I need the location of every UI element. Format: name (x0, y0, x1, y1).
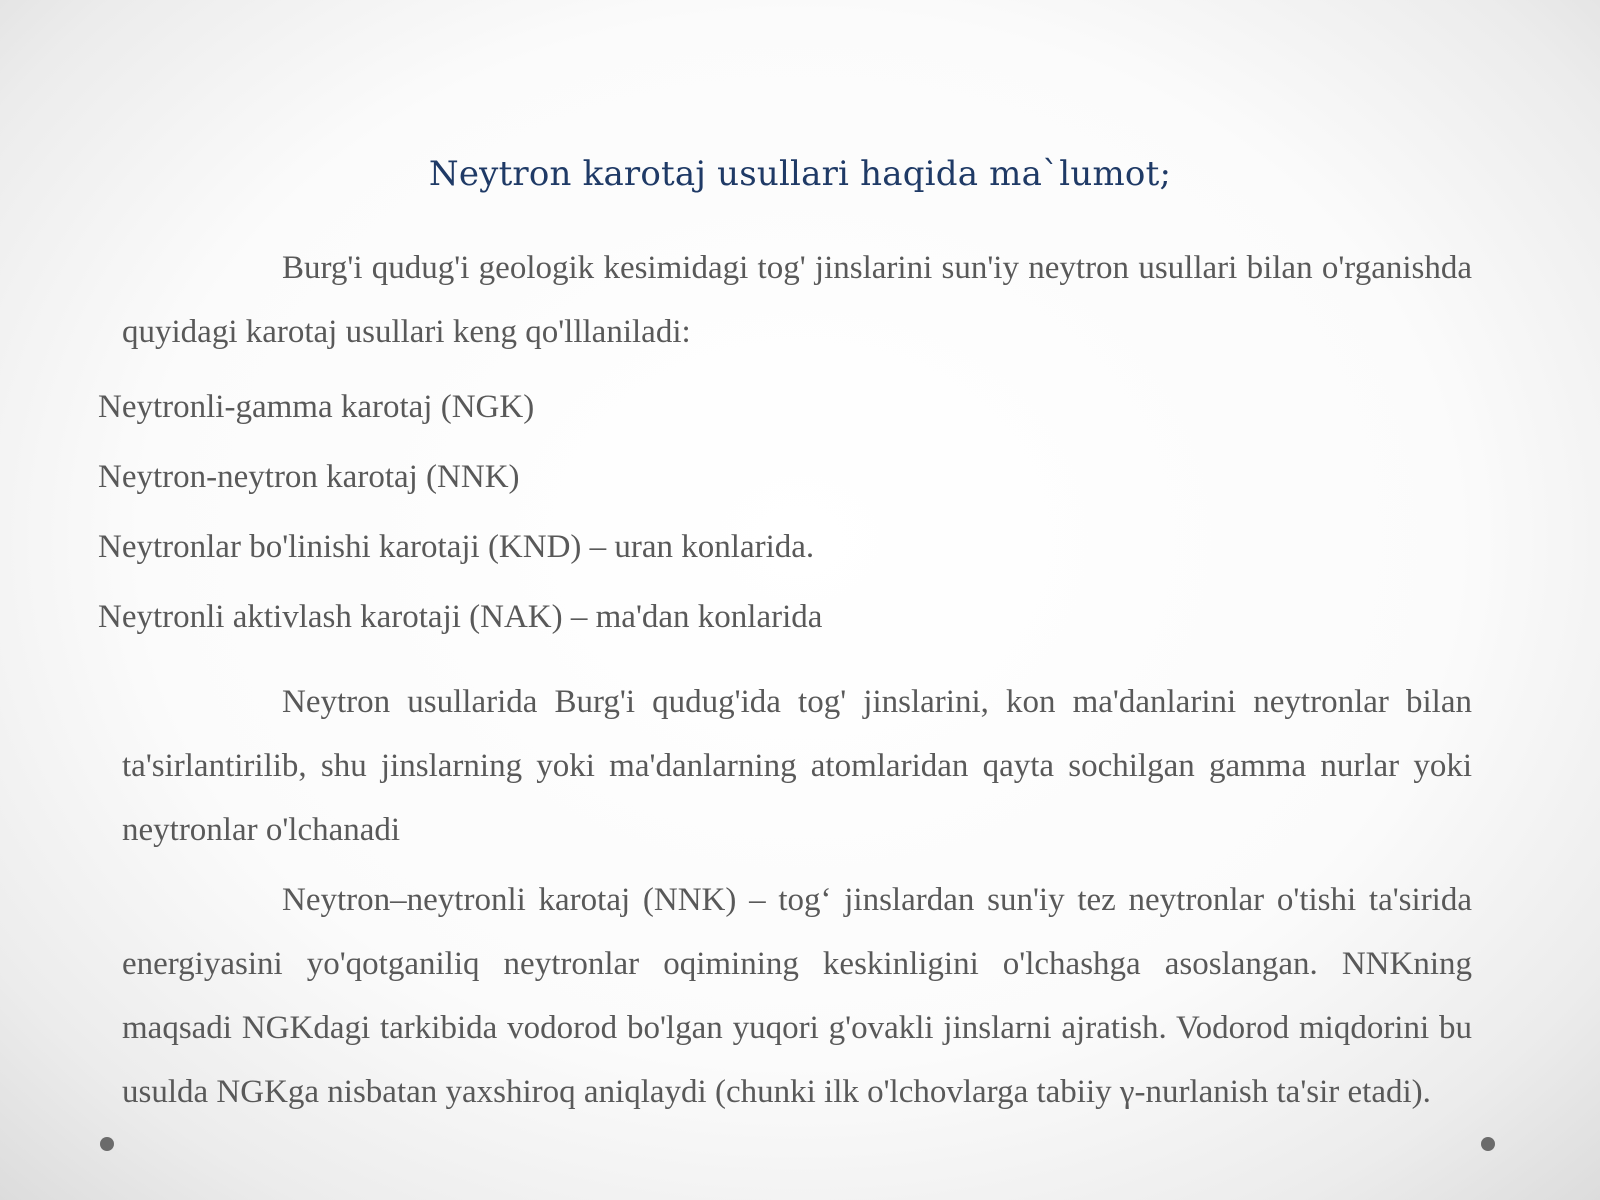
method-item-knd: Neytronlar bo'linishi karotaji (KND) – uran konlarida. (98, 529, 815, 565)
slide-title: Neytron karotaj usullari haqida ma`lumot; (428, 154, 1172, 194)
method-item-nak: Neytronli aktivlash karotaji (NAK) – ma'dan konlarida (98, 599, 823, 635)
method-item-ngk: Neytronli-gamma karotaj (NGK) (98, 389, 535, 425)
bullet-dot-right (1481, 1137, 1495, 1151)
neutron-methods-paragraph: Neytron usullarida Burg'i qudug'ida tog' jinslarini, kon ma'danlarini neytronlar bilan ta'sirlantirilib, shu jinslarning yoki ma'danlarning atomlaridan qayta sochilgan gamma nurlar yoki neytronlar o'lchanadi (122, 684, 1472, 848)
nnk-paragraph: Neytron–neytronli karotaj (NNK) – tog‘ jinslardan sun'iy tez neytronlar o'tishi ta'sirida energiyasini yo'qotganiliq neytronlar oqimining keskinligini o'lchashga asoslangan. NNKning maqsadi NGKdagi tarkibida vodorod bo'lgan yuqori g'ovakli jinslarni ajratish. Vodorod miqdorini bu usulda NGKga nisbatan yaxshiroq aniqlaydi (chunki ilk o'lchovlarga tabiiy γ-nurlanish ta'sir etadi). (122, 882, 1472, 1110)
intro-paragraph: Burg'i qudug'i geologik kesimidagi tog' jinslarini sun'iy neytron usullari bilan o'rganishda quyidagi karotaj usullari keng qo'lllaniladi: (122, 250, 1472, 350)
slide-body (0, 236, 1600, 1124)
bullet-dot-left (100, 1137, 114, 1151)
method-item-nnk: Neytron-neytron karotaj (NNK) (98, 459, 520, 495)
